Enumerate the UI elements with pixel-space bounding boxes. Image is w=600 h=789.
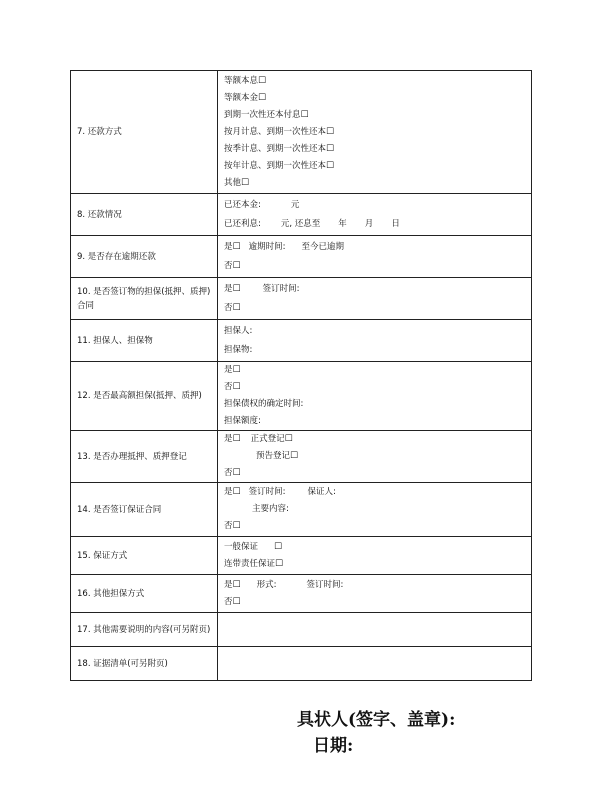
row-label: 17. 其他需要说明的内容(可另附页) xyxy=(71,613,218,647)
option-equal-installment[interactable]: 等额本息☐ xyxy=(224,75,267,86)
guarantor-field[interactable]: 担保人: xyxy=(224,325,253,336)
checkbox-icon[interactable]: ☐ xyxy=(326,143,335,154)
checkbox-icon[interactable]: ☐ xyxy=(326,160,335,171)
row-label: 7. 还款方式 xyxy=(71,71,218,194)
guarantee-amount-field[interactable]: 担保额度: xyxy=(224,416,261,426)
security-contract-fields xyxy=(218,278,532,320)
security-contract-no-line[interactable]: 否☐ xyxy=(224,302,241,313)
row-guarantee-contract xyxy=(71,483,532,537)
guarantee-mode-fields xyxy=(218,537,532,575)
max-guarantee-no-line[interactable]: 否☐ xyxy=(224,382,241,392)
max-guarantee-yes-line[interactable]: 是☐ xyxy=(224,365,241,375)
overdue-no-line[interactable]: 否☐ xyxy=(224,260,241,271)
checkbox-icon[interactable]: ☐ xyxy=(232,382,241,392)
row-repayment-status xyxy=(71,194,532,236)
row-label: 9. 是否存在逾期还款 xyxy=(71,236,218,278)
row-label: 12. 是否最高额担保(抵押、质押) xyxy=(71,362,218,431)
row-label: 15. 保证方式 xyxy=(71,537,218,575)
row-registration xyxy=(71,431,532,483)
row-label: 13. 是否办理抵押、质押登记 xyxy=(71,431,218,483)
checkbox-icon[interactable]: ☐ xyxy=(232,241,241,252)
registration-fields xyxy=(218,431,532,483)
other-guarantee-no-line[interactable]: 否☐ xyxy=(224,596,241,607)
row-label: 14. 是否签订保证合同 xyxy=(71,483,218,537)
option-other[interactable]: 其他☐ xyxy=(224,177,250,188)
evidence-list-field[interactable] xyxy=(218,647,532,681)
option-bullet-repayment[interactable]: 到期一次性还本付息☐ xyxy=(224,109,309,120)
checkbox-icon[interactable]: ☐ xyxy=(232,579,241,590)
checkbox-icon[interactable]: ☐ xyxy=(326,126,335,137)
row-evidence-list xyxy=(71,647,532,681)
registration-notice-line[interactable]: 预告登记☐ xyxy=(256,451,299,461)
row-other-guarantee xyxy=(71,575,532,613)
signer-label: 具状人(签字、盖章): xyxy=(297,710,456,730)
row-label: 18. 证据清单(可另附页) xyxy=(71,647,218,681)
claim-form-table xyxy=(70,70,532,681)
overdue-fields xyxy=(218,236,532,278)
row-overdue xyxy=(71,236,532,278)
row-repayment-method xyxy=(71,71,532,194)
repayment-method-options xyxy=(218,71,532,194)
option-equal-principal[interactable]: 等额本金☐ xyxy=(224,92,267,103)
other-guarantee-yes-line[interactable]: 是☐ 形式: 签订时间: xyxy=(224,579,344,590)
checkbox-icon[interactable]: ☐ xyxy=(290,451,299,461)
checkbox-icon[interactable]: ☐ xyxy=(232,302,241,313)
principal-paid-field[interactable]: 已还本金: 元 xyxy=(224,199,300,210)
row-guarantee-mode xyxy=(71,537,532,575)
guarantee-contract-no-line[interactable]: 否☐ xyxy=(224,521,241,531)
checkbox-icon[interactable]: ☐ xyxy=(284,434,293,444)
registration-no-line[interactable]: 否☐ xyxy=(224,468,241,478)
checkbox-icon[interactable]: ☐ xyxy=(232,521,241,531)
registration-yes-line[interactable]: 是☐ 正式登记☐ xyxy=(224,434,293,444)
checkbox-icon[interactable]: ☐ xyxy=(232,365,241,375)
row-security-contract xyxy=(71,278,532,320)
other-notes-field[interactable] xyxy=(218,613,532,647)
guarantor-collateral-fields xyxy=(218,320,532,362)
checkbox-icon[interactable]: ☐ xyxy=(241,177,250,188)
max-guarantee-fields xyxy=(218,362,532,431)
checkbox-icon[interactable]: ☐ xyxy=(258,92,267,103)
general-guarantee-option[interactable]: 一般保证 ☐ xyxy=(224,541,283,552)
row-label: 10. 是否签订物的担保(抵押、质押)合同 xyxy=(71,278,218,320)
checkbox-icon[interactable]: ☐ xyxy=(232,434,241,444)
row-other-notes xyxy=(71,613,532,647)
checkbox-icon[interactable]: ☐ xyxy=(232,283,241,294)
checkbox-icon[interactable]: ☐ xyxy=(232,596,241,607)
main-content-line[interactable]: 主要内容: xyxy=(252,504,289,514)
row-guarantor-collateral xyxy=(71,320,532,362)
checkbox-icon[interactable]: ☐ xyxy=(275,558,284,569)
security-contract-yes-line[interactable]: 是☐ 签订时间: xyxy=(224,283,300,294)
interest-paid-field[interactable]: 已还利息: 元, 还息至 年 月 日 xyxy=(224,218,400,229)
checkbox-icon[interactable]: ☐ xyxy=(232,468,241,478)
option-quarterly-interest[interactable]: 按季计息、到期一次性还本☐ xyxy=(224,143,335,154)
checkbox-icon[interactable]: ☐ xyxy=(232,260,241,271)
guarantee-contract-fields xyxy=(218,483,532,537)
collateral-field[interactable]: 担保物: xyxy=(224,344,253,355)
row-label: 16. 其他担保方式 xyxy=(71,575,218,613)
repayment-status-fields xyxy=(218,194,532,236)
determine-time-field[interactable]: 担保债权的确定时间: xyxy=(224,399,304,409)
checkbox-icon[interactable]: ☐ xyxy=(258,75,267,86)
overdue-yes-line[interactable]: 是☐ 逾期时间: 至今已逾期 xyxy=(224,241,344,252)
checkbox-icon[interactable]: ☐ xyxy=(232,487,241,497)
other-guarantee-fields xyxy=(218,575,532,613)
date-label: 日期: xyxy=(313,736,354,756)
option-monthly-interest[interactable]: 按月计息、到期一次性还本☐ xyxy=(224,126,335,137)
joint-guarantee-option[interactable]: 连带责任保证☐ xyxy=(224,558,284,569)
checkbox-icon[interactable]: ☐ xyxy=(274,541,283,552)
row-label: 11. 担保人、担保物 xyxy=(71,320,218,362)
guarantee-contract-yes-line[interactable]: 是☐ 签订时间: 保证人: xyxy=(224,487,336,497)
row-label: 8. 还款情况 xyxy=(71,194,218,236)
option-yearly-interest[interactable]: 按年计息、到期一次性还本☐ xyxy=(224,160,335,171)
row-max-amount-guarantee xyxy=(71,362,532,431)
checkbox-icon[interactable]: ☐ xyxy=(300,109,309,120)
